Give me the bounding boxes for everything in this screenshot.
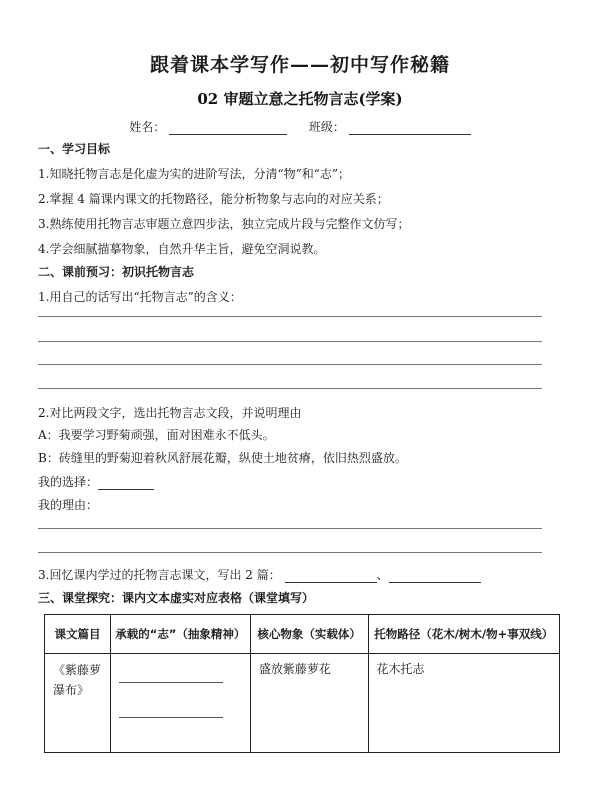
answer-line[interactable] bbox=[38, 316, 542, 317]
answer-line[interactable] bbox=[38, 364, 542, 365]
my-choice-row bbox=[38, 473, 154, 490]
col-header-title: 课文篇目 bbox=[45, 615, 111, 654]
page-subtitle: 02 审题立意之托物言志(学案) bbox=[197, 90, 403, 108]
analysis-table bbox=[44, 614, 560, 753]
cell-object: 盛放紫藤萝花 bbox=[250, 654, 368, 753]
cell-title: 《紫藤萝瀑布》 bbox=[45, 654, 111, 753]
col-header-object: 核心物象（实载体） bbox=[250, 615, 368, 654]
option-b: B：砖缝里的野菊迎着秋风舒展花瓣，纵使土地贫瘠，依旧热烈盛放。 bbox=[38, 451, 407, 465]
separator: 、 bbox=[376, 568, 389, 582]
col-header-spirit: 承载的“志”（抽象精神） bbox=[110, 615, 250, 654]
section1-heading: 一、学习目标 bbox=[38, 142, 111, 156]
name-label: 姓名： bbox=[129, 120, 166, 134]
spirit-line-1[interactable] bbox=[119, 664, 223, 683]
spirit-line-2[interactable] bbox=[119, 699, 223, 718]
my-reason-label: 我的理由： bbox=[38, 498, 99, 512]
answer-line[interactable] bbox=[38, 341, 542, 342]
goal-item-2: 2.掌握 4 篇课内课文的托物路径，能分析物象与志向的对应关系； bbox=[38, 192, 389, 206]
class-label: 班级： bbox=[308, 120, 345, 134]
page-title: 跟着课本学写作——初中写作秘籍 bbox=[149, 54, 450, 76]
cell-spirit[interactable] bbox=[110, 654, 250, 753]
name-field[interactable] bbox=[169, 121, 287, 135]
essay-field-2[interactable] bbox=[389, 569, 481, 583]
question-2: 2.对比两段文字，选出托物言志文段，并说明理由 bbox=[38, 406, 302, 420]
answer-line[interactable] bbox=[38, 388, 542, 389]
option-a: A：我要学习野菊顽强，面对困难永不低头。 bbox=[38, 428, 275, 442]
goal-item-4: 4.学会细腻描摹物象，自然升华主旨，避免空洞说教。 bbox=[38, 242, 326, 256]
my-choice-field[interactable] bbox=[98, 476, 154, 490]
answer-line[interactable] bbox=[38, 552, 542, 553]
cell-path: 花木托志 bbox=[368, 654, 559, 753]
my-choice-label: 我的选择： bbox=[38, 475, 99, 489]
col-header-path: 托物路径（花木/树木/物+事双线） bbox=[368, 615, 559, 654]
class-field[interactable] bbox=[349, 121, 471, 135]
answer-line[interactable] bbox=[38, 528, 542, 529]
table-header-row bbox=[45, 615, 560, 654]
question-1: 1.用自己的话写出“托物言志”的含义： bbox=[38, 290, 242, 304]
section2-heading: 二、课前预习：初识托物言志 bbox=[38, 265, 195, 279]
question-3: 3.回忆课内学过的托物言志课文，写出 2 篇： bbox=[38, 568, 281, 582]
table-row bbox=[45, 654, 560, 753]
goal-item-3: 3.熟练使用托物言志审题立意四步法，独立完成片段与完整作文仿写； bbox=[38, 217, 410, 231]
section3-heading: 三、课堂探究：课内文本虚实对应表格（课堂填写） bbox=[38, 591, 315, 605]
name-class-row bbox=[0, 118, 600, 135]
question-3-row bbox=[38, 566, 481, 583]
goal-item-1: 1.知晓托物言志是化虚为实的进阶写法，分清“物”和“志”； bbox=[38, 167, 350, 181]
essay-field-1[interactable] bbox=[285, 569, 377, 583]
